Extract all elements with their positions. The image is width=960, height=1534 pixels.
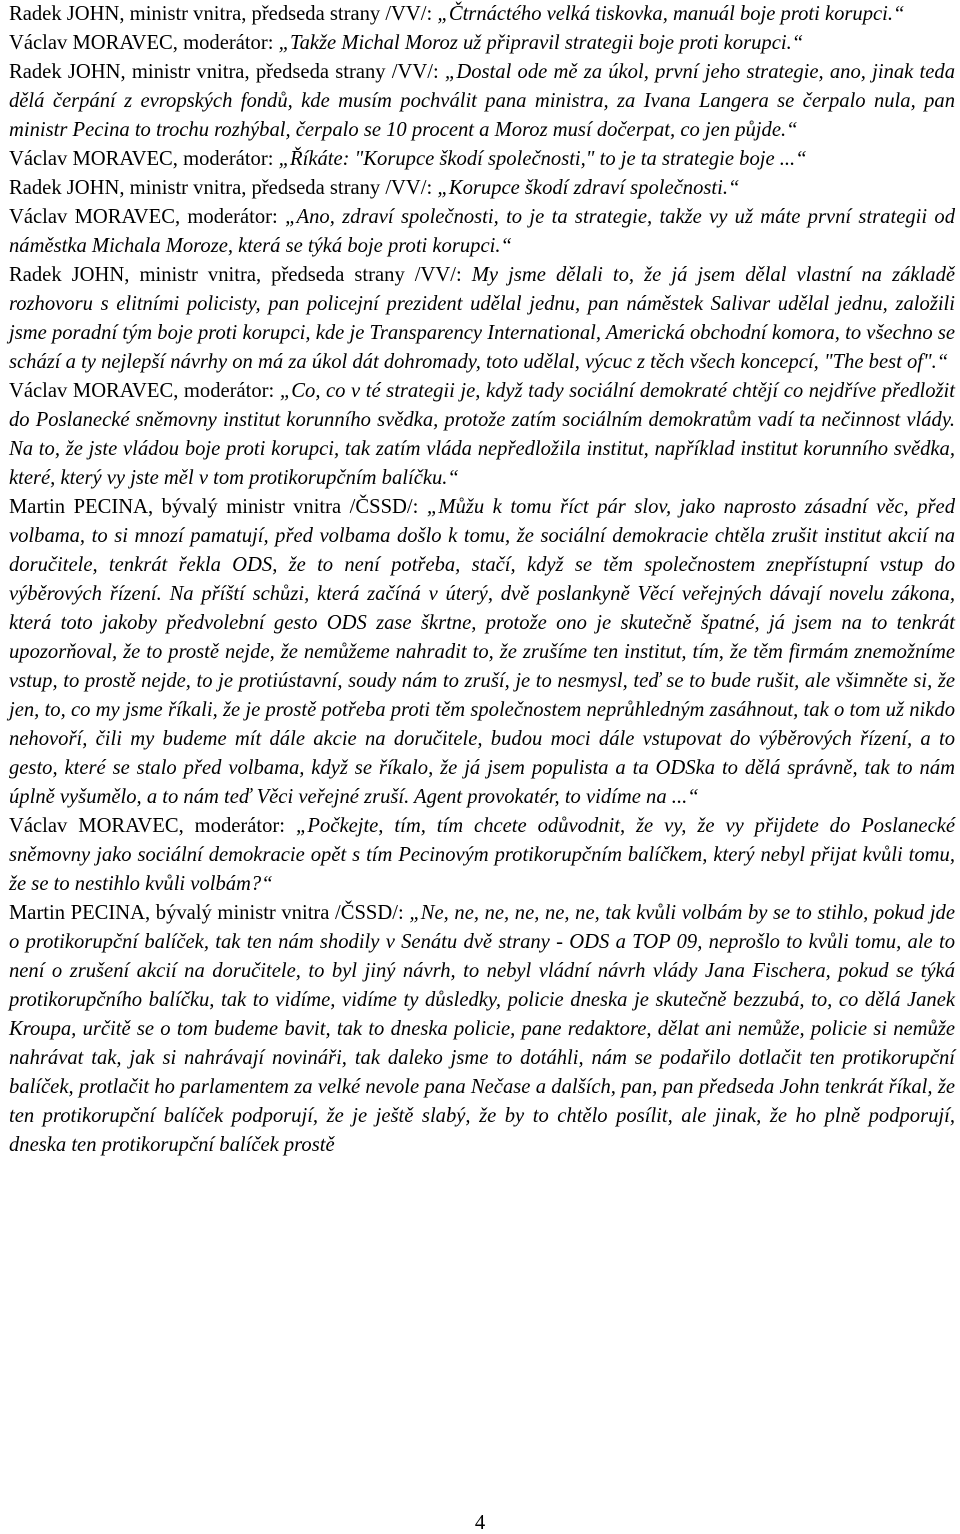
quoted-speech: „Počkejte, tím, tím chcete odůvodnit, že vy, že vy přijdete do Poslanecké sněmovny jako sociální demokracie opět s tím Pecinovým protikorupčním balíčkem, který nebyl přijat kvůli tomu, že se to nestihlo kvůli volbám?“ [9,815,955,895]
quoted-speech: „Říkáte: "Korupce škodí společnosti," to je ta strategie boje ...“ [278,148,807,170]
quoted-speech: My jsme dělali to, že já jsem dělal vlastní na základě rozhovoru s elitními policisty, pan policejní prezident udělal jednu, pan náměstek Salivar udělal jednu, založili jsme poradní tým boje proti korupci, kde je Transparency International, Americká obchodní komora, to všechno se schází a ty nejlepší návrhy on má za úkol dát dohromady, toto udělal, výcuc z těch všech koncepcí, "The best of".“ [9,264,956,373]
transcript-paragraph-7 [9,261,955,377]
transcript-paragraph-3 [9,58,955,145]
speaker-label: Radek JOHN, ministr vnitra, předseda strany /VV/: [9,3,438,25]
quoted-speech: „Dostal ode mě za úkol, první jeho strategie, ano, jinak teda dělá čerpání z evropských fondů, kde musím pochválit pana ministra, za Ivana Langera se čerpalo nula, pan ministr Pecina to trochu rozhýbal, čerpalo se 10 procent a Moroz musí dočerpat, co jen půjde.“ [9,61,956,141]
speaker-label: Radek JOHN, ministr vnitra, předseda strany /VV/: [9,264,472,286]
quoted-speech: „Takže Michal Moroz už připravil strategii boje proti korupci.“ [278,32,804,54]
speaker-label: Václav MORAVEC, moderátor: [9,32,279,54]
speaker-label: Martin PECINA, bývalý ministr vnitra /ČSSD/: [9,496,427,518]
quoted-speech: „Čtrnáctého velká tiskovka, manuál boje proti korupci.“ [437,3,905,25]
quoted-speech: „Korupce škodí zdraví společnosti.“ [437,177,740,199]
transcript-paragraph-11 [9,899,955,1160]
speaker-label: Václav MORAVEC, moderátor: [9,206,286,228]
speaker-label: Radek JOHN, ministr vnitra, předseda strany /VV/: [9,61,445,83]
page-number: 4 [474,1512,486,1534]
speaker-label: Václav MORAVEC, moderátor: [9,815,296,837]
transcript-paragraph-4 [9,145,955,174]
transcript-paragraph-10 [9,812,955,899]
transcript-paragraph-6 [9,203,955,261]
quoted-speech: „Ano, zdraví společnosti, to je ta strategie, takže vy už máte první strategii od náměstka Michala Moroze, která se týká boje proti korupci.“ [9,206,955,257]
speaker-label: Václav MORAVEC, moderátor: [9,380,280,402]
document-page [9,0,955,1160]
transcript-paragraph-1 [9,0,955,29]
transcript-paragraph-5 [9,174,955,203]
quoted-speech: „Co, co v té strategii je, když tady sociální demokraté chtějí co nejdříve předložit do Poslanecké sněmovny institut korunního svědka, protože zatím sociálním demokratům vadí ta nečinnost vlády. Na to, že jste vládou boje proti korupci, tak zatím vláda nepředložila institut, například institut korunního svědka, které, který vy jste měl v tom protikorupčním balíčku.“ [9,380,955,489]
quoted-speech: „Můžu k tomu říct pár slov, jako naprosto zásadní věc, před volbama, to si mnozí pamatují, před volbama došlo k tomu, že sociální demokracie chtěla zrušit institut akcií na doručitele, tenkrát řekla ODS, že to není potřeba, stačí, když se těm společnostem znepřístupní vstup do výběrových řízení. Na příští schůzi, která začíná v úterý, dvě poslankyně Věcí veřejných dávají novelu zákona, která toto jakoby předvolební gesto ODS zase škrtne, protože ono je skutečně špatné, já jsem na to tenkrát upozorňoval, že to prostě nejde, že nemůžeme nahradit to, že zrušíme ten institut, tím, že těm firmám znemožníme vstup, to prostě nejde, to je protiústavní, soudy nám to zruší, je to nesmysl, teď se to bude rušit, ale všimněte si, že jen, to, co my jsme říkali, že je prostě potřeba proti těm společnostem neprůhledným zasáhnout, tak o tom už nikdo nehovoří, čili my budeme mít dále akcie na doručitele, budou moci dále vstupovat do výběrových řízení, a to gesto, které se stalo před volbama, když se říkalo, že já jsem populista a ta ODSka to dělá správně, tak to nám úplně vyšumělo, a to nám teď Věci veřejné zruší. Agent provokatér, to vidíme na ...“ [9,496,955,808]
speaker-label: Radek JOHN, ministr vnitra, předseda strany /VV/: [9,177,438,199]
transcript-paragraph-8 [9,377,955,493]
transcript-paragraph-2 [9,29,955,58]
speaker-label: Martin PECINA, bývalý ministr vnitra /ČSSD/: [9,902,410,924]
quoted-speech: „Ne, ne, ne, ne, ne, ne, tak kvůli volbám by se to stihlo, pokud jde o protikorupční balíček, tak ten nám shodily v Senátu dvě strany - ODS a TOP 09, neprošlo to kvůli tomu, ale to není o zrušení akcií na doručitele, to byl jiný návrh, to nebyl vládní návrh vlády Jana Fischera, pokud se týká protikorupčního balíčku, tak to vidíme, vidíme ty důsledky, policie dneska je skutečně bezzubá, to, co dělá Janek Kroupa, určitě se o tom budeme bavit, tak to dneska policie, pane redaktore, dělat ani nemůže, policie si nemůže nahrávat tak, jak si nahrávají novináři, tak daleko jsme to dotáhli, nám se podařilo dotlačit ten protikorupční balíček, protlačit ho parlamentem za velké nevole pana Nečase a dalších, pan, pan předseda John tenkrát říkal, že ten protikorupční balíček podporují, že je ještě slabý, že by to chtělo posílit, ale jinak, že ho plně podporují, dneska ten protikorupční balíček prostě [9,902,955,1156]
speaker-label: Václav MORAVEC, moderátor: [9,148,279,170]
transcript-paragraph-9 [9,493,955,812]
